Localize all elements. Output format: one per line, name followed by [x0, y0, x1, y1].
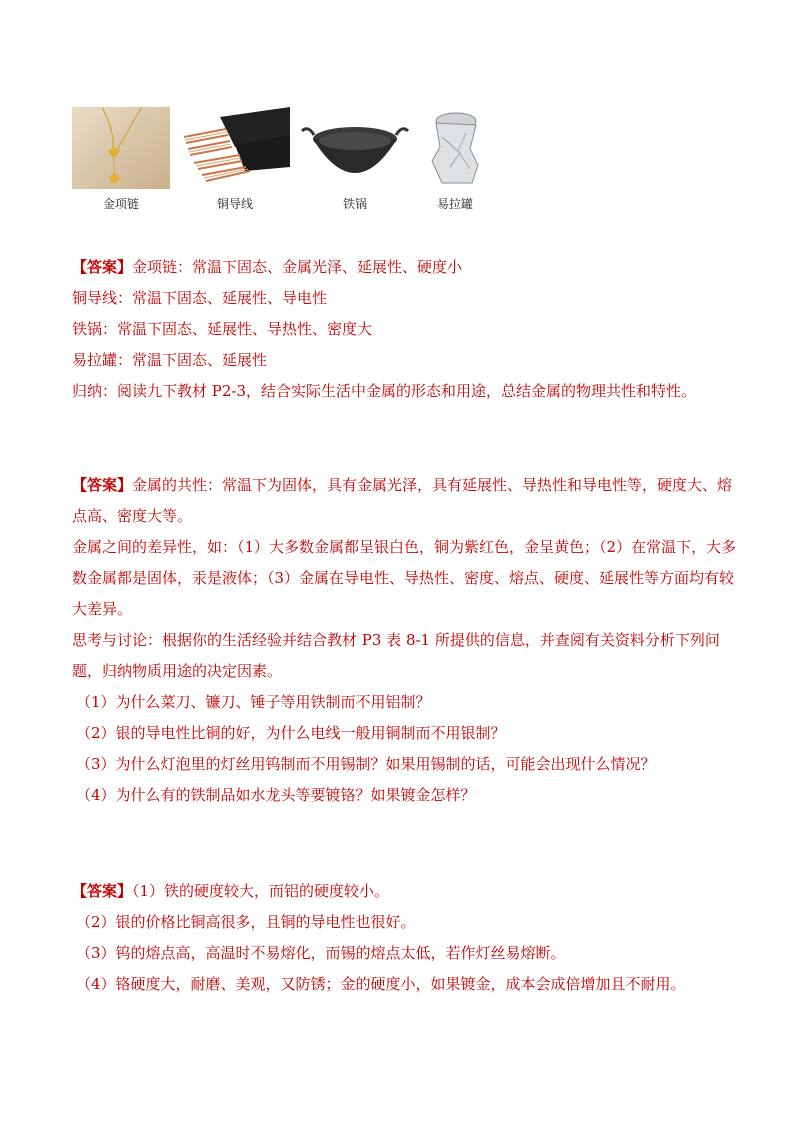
figure-caption: 铁锅 — [342, 197, 367, 211]
figure-caption: 易拉罐 — [436, 197, 473, 211]
iron-wok-icon — [300, 107, 410, 189]
figure-gold-necklace — [72, 107, 170, 212]
question-item: （1）为什么菜刀、镰刀、锤子等用铁制而不用铝制？ — [76, 693, 431, 711]
answer-line: （3）钨的熔点高，高温时不易熔化，而锡的熔点太低，若作灯丝易熔断。 — [76, 944, 566, 962]
common-properties: 【答案】金属的共性：常温下为固体，具有金属光泽，具有延展性、导热性和导电性等，硬度大、熔点高、密度大等。 — [72, 476, 733, 525]
figure-crushed-can — [420, 107, 490, 212]
figure-row — [72, 107, 490, 212]
figure-iron-wok — [300, 107, 410, 212]
discussion-paragraph: 思考与讨论：根据你的生活经验并结合教材 P3 表 8-1 所提供的信息，并查阅有关资料分析下列问题，归纳物质用途的决定因素。 — [72, 631, 720, 680]
answer-tag: 【答案】 — [72, 258, 133, 276]
answer-tag: 【答案】 — [72, 476, 133, 494]
question-item: （3）为什么灯泡里的灯丝用钨制而不用锡制？如果用锡制的话，可能会出现什么情况？ — [76, 755, 656, 773]
figure-caption: 金项链 — [102, 197, 139, 211]
copper-wire-icon — [180, 107, 290, 189]
answer-section-1 — [72, 252, 742, 407]
answer-tag: 【答案】 — [72, 882, 133, 900]
figure-copper-wire — [180, 107, 290, 212]
answer-line: （4）铬硬度大，耐磨、美观，又防锈；金的硬度小，如果镀金，成本会成倍增加且不耐用。 — [76, 975, 686, 993]
figure-caption: 铜导线 — [216, 197, 253, 211]
answer-line: 易拉罐：常温下固态、延展性 — [72, 351, 268, 369]
question-item: （2）银的导电性比铜的好，为什么电线一般用铜制而不用银制？ — [76, 724, 506, 742]
question-item: （4）为什么有的铁制品如水龙头等要镀铬？如果镀金怎样？ — [76, 786, 476, 804]
answer-line: 铜导线：常温下固态、延展性、导电性 — [72, 289, 328, 307]
answer-line: （2）银的价格比铜高很多，且铜的导电性也很好。 — [76, 913, 416, 931]
answer-section-3 — [72, 876, 742, 1000]
answer-section-2 — [72, 470, 742, 811]
crushed-can-icon — [420, 107, 490, 189]
summary-line: 归纳：阅读九下教材 P2-3，结合实际生活中金属的形态和用途，总结金属的物理共性和特性。 — [72, 382, 697, 400]
answer-line: 【答案】（1）铁的硬度较大，而铝的硬度较小。 — [72, 882, 390, 900]
answer-line: 【答案】金项链：常温下固态、金属光泽、延展性、硬度小 — [72, 258, 463, 276]
gold-necklace-icon — [72, 107, 170, 189]
answer-line: 铁锅：常温下固态、延展性、导热性、密度大 — [72, 320, 373, 338]
differences-paragraph: 金属之间的差异性，如：（1）大多数金属都呈银白色，铜为紫红色，金呈黄色；（2）在常温下，大多数金属都是固体，汞是液体；（3）金属在导电性、导热性、密度、熔点、硬度、延展性等方面均有较大差异。 — [72, 538, 737, 618]
